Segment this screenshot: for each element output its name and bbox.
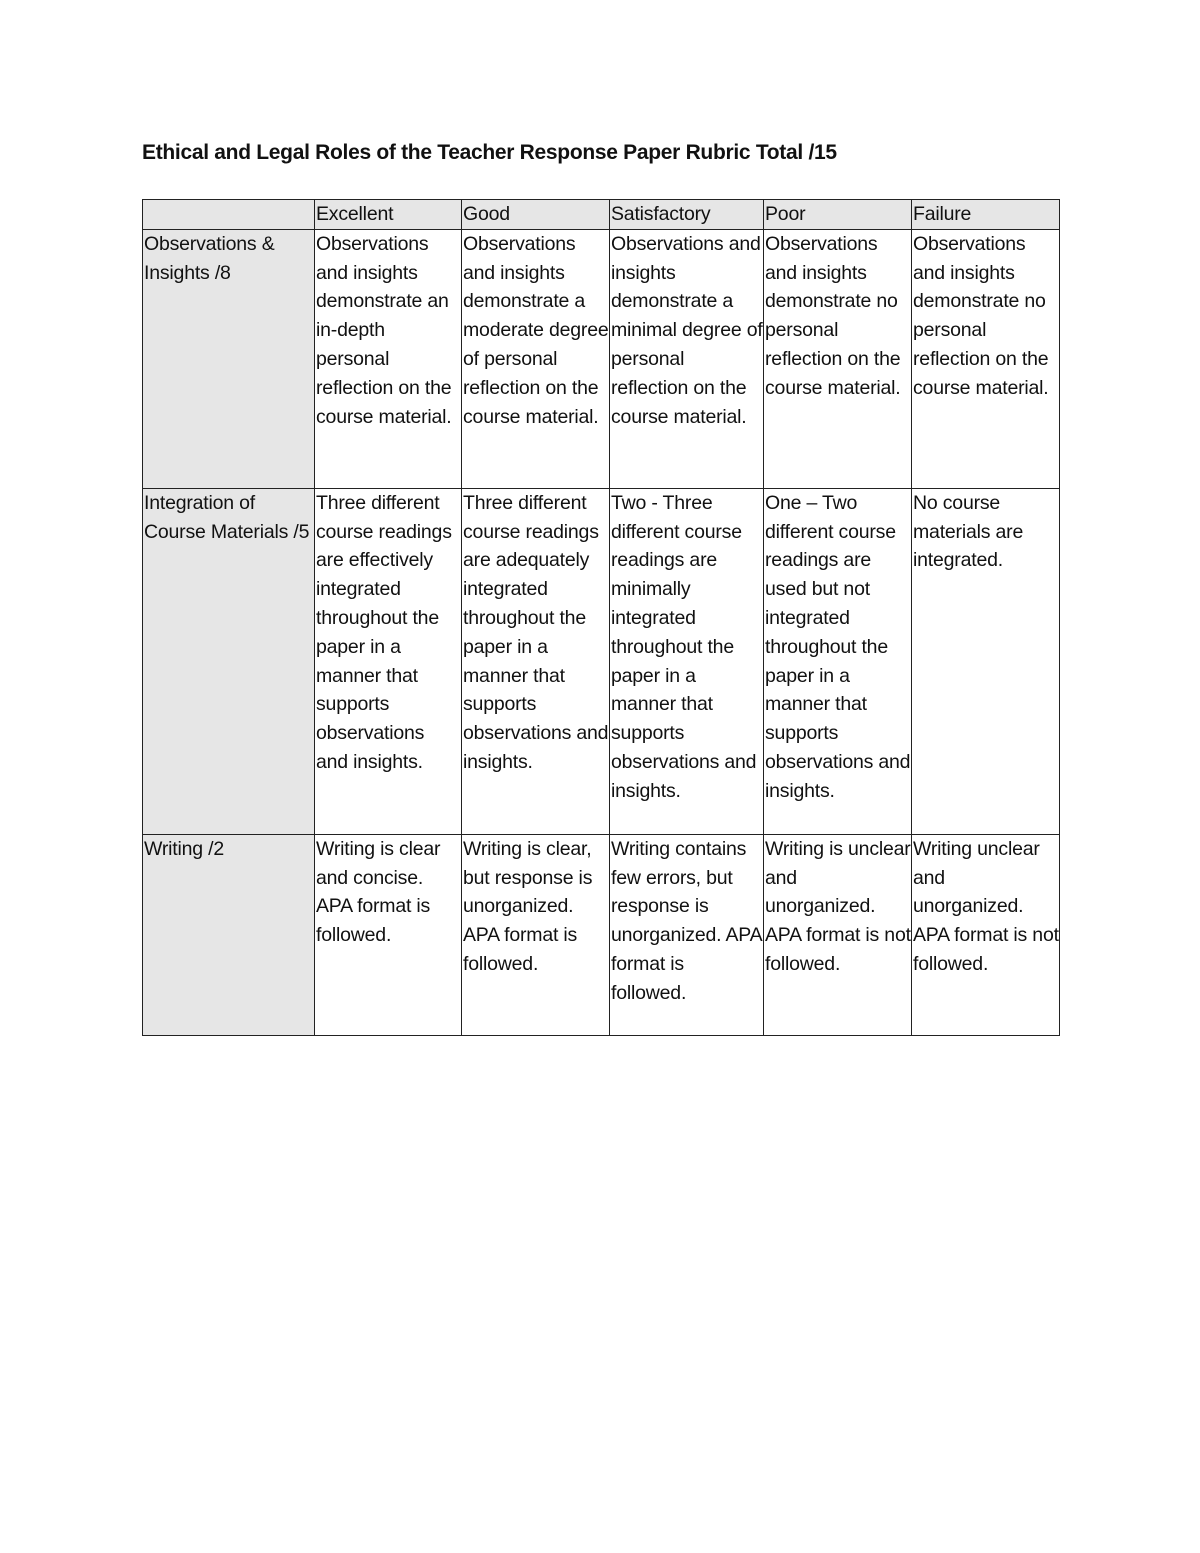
table-row	[143, 229, 1060, 488]
criterion-cell	[143, 229, 315, 488]
rubric-cell: Observations and insights demonstrate no personal reflection on the course material.	[764, 229, 912, 488]
header-failure: Failure	[912, 200, 1060, 230]
header-corner-cell	[143, 200, 315, 230]
header-excellent: Excellent	[315, 200, 462, 230]
rubric-cell: Writing contains few errors, but response is unorganized. APA format is followed.	[610, 834, 764, 1035]
rubric-cell: Three different course readings are adequately integrated throughout the paper in a manner that supports observations and insights.	[462, 488, 610, 834]
rubric-cell: Observations and insights demonstrate no personal reflection on the course material.	[912, 229, 1060, 488]
rubric-cell: Three different course readings are effectively integrated throughout the paper in a manner that supports observations and insights.	[315, 488, 462, 834]
header-good: Good	[462, 200, 610, 230]
rubric-cell: Writing is clear, but response is unorganized. APA format is followed.	[462, 834, 610, 1035]
rubric-cell: Writing is clear and concise. APA format is followed.	[315, 834, 462, 1035]
rubric-cell: Writing unclear and unorganized. APA format is not followed.	[912, 834, 1060, 1035]
table-header-row	[143, 200, 1060, 230]
table-row	[143, 834, 1060, 1035]
rubric-cell: Observations and insights demonstrate a minimal degree of personal reflection on the course material.	[610, 229, 764, 488]
criterion-label: Observations & Insights /8	[144, 232, 275, 284]
header-satisfactory: Satisfactory	[610, 200, 764, 230]
rubric-cell: No course materials are integrated.	[912, 488, 1060, 834]
rubric-cell: Two - Three different course readings are minimally integrated throughout the paper in a manner that supports observations and insights.	[610, 488, 764, 834]
rubric-cell: Observations and insights demonstrate a moderate degree of personal reflection on the course material.	[462, 229, 610, 488]
rubric-cell: One – Two different course readings are used but not integrated throughout the paper in a manner that supports observations and insights.	[764, 488, 912, 834]
header-poor: Poor	[764, 200, 912, 230]
criterion-cell	[143, 488, 315, 834]
criterion-label: Integration of Course Materials /5	[144, 491, 310, 543]
rubric-cell: Writing is unclear and unorganized. APA format is not followed.	[764, 834, 912, 1035]
page-title: Ethical and Legal Roles of the Teacher Response Paper Rubric Total /15	[142, 141, 837, 164]
criterion-label: Writing /2	[144, 837, 224, 860]
rubric-table	[142, 199, 1060, 1036]
rubric-cell: Observations and insights demonstrate an in-depth personal reflection on the course material.	[315, 229, 462, 488]
table-row	[143, 488, 1060, 834]
criterion-cell	[143, 834, 315, 1035]
